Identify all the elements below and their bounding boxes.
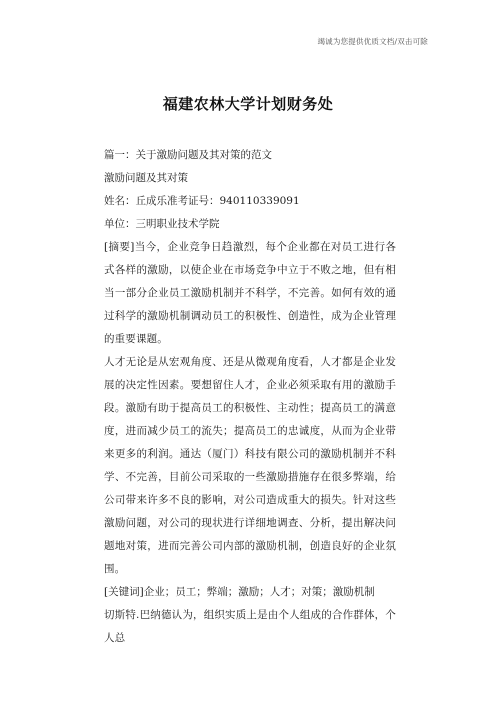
article-heading: 篇一：关于激励问题及其对策的范文 [104, 149, 272, 161]
abstract-paragraph: [摘要]当今，企业竞争日趋激烈，每个企业都在对员工进行各式各样的激励，以使企业在市场竞争中立于不败之地，但有相当一部分企业员工激励机制并不科学，不完善。如何有效的通过科学的激励机制调动员工的积极性、创造性，成为企业管理的重要课题。 [104, 241, 396, 345]
document-body [104, 144, 396, 650]
document-title: 福建农林大学计划财务处 [162, 95, 334, 113]
affiliation-line: 单位：三明职业技术学院 [104, 218, 220, 230]
article-subtitle: 激励问题及其对策 [104, 172, 188, 184]
continuation-line: 切斯特.巴纳德认为，组织实质上是由个人组成的合作群体，个人总 [104, 609, 396, 644]
author-line: 姓名：丘成乐准考证号：940110339091 [104, 195, 300, 207]
keywords-line: [关键词]企业；员工；弊端；激励；人才；对策；激励机制 [104, 586, 375, 598]
header-note: 竭诚为您提供优质文档/双击可除 [317, 37, 428, 46]
body-paragraph: 人才无论是从宏观角度、还是从微观角度看，人才都是企业发展的决定性因素。要想留住人才，企业必须采取有用的激励手段。激励有助于提高员工的积极性、主动性；提高员工的满意度，进而减少员工的流失；提高员工的忠诚度，从而为企业带来更多的利润。通达（厦门）科技有限公司的激励机制并不科学、不完善，目前公司采取的一些激励措施存在很多弊端，给公司带来许多不良的影响，对公司造成重大的损失。针对这些激励问题，对公司的现状进行详细地调查、分析，提出解决问题地对策，进而完善公司内部的激励机制，创造良好的企业氛围。 [104, 356, 396, 575]
